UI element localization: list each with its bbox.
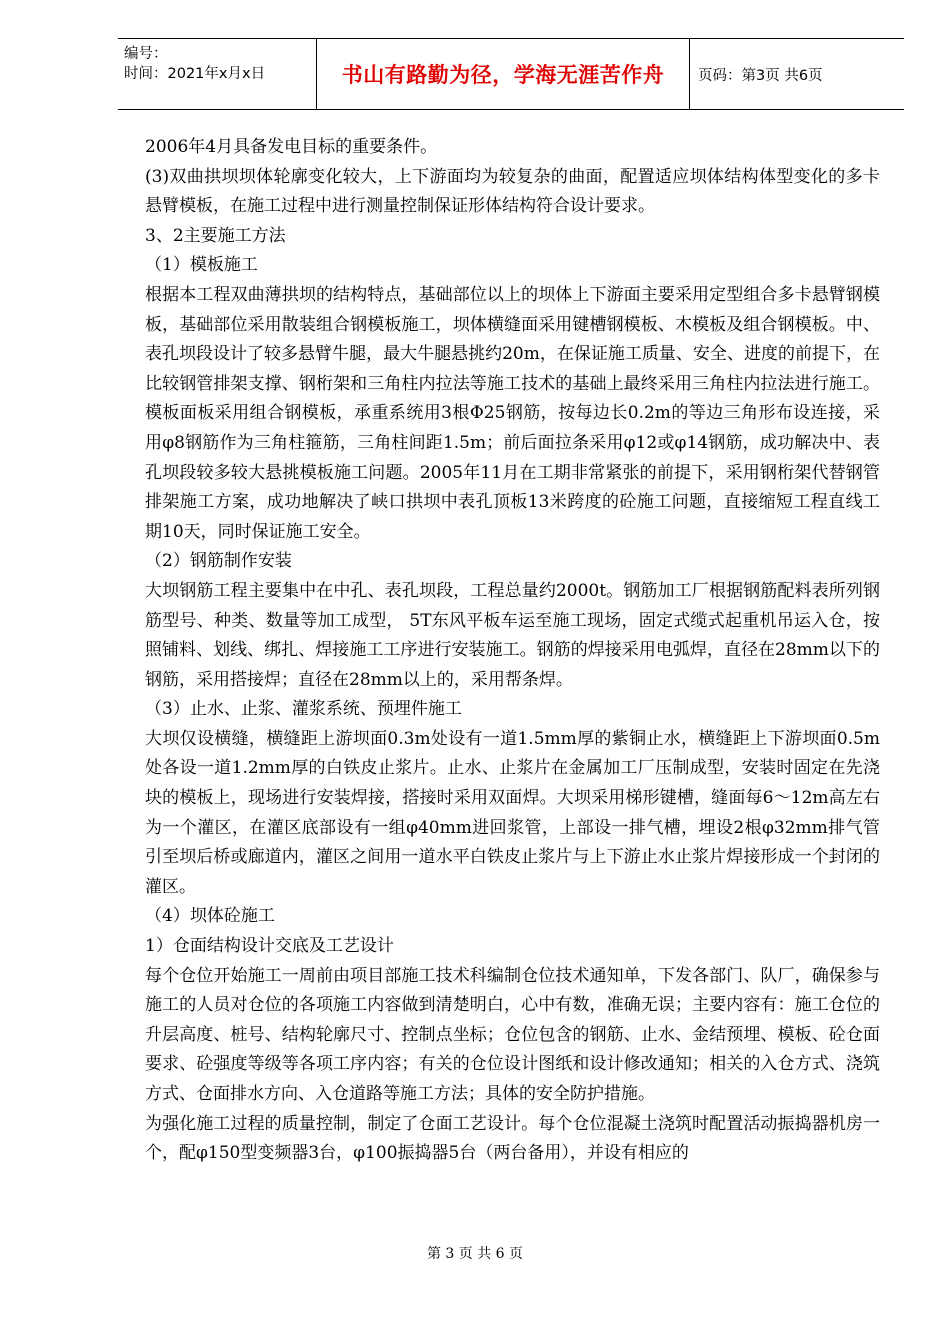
- subsection-heading-rebar: （2）钢筋制作安装: [145, 551, 292, 572]
- section-heading: 3、2主要施工方法: [145, 225, 286, 246]
- subsection-heading-concrete: （4）坝体砼施工: [145, 906, 275, 927]
- code-label: 编号：: [124, 46, 168, 62]
- subsection-heading-formwork: （1）模板施工: [145, 255, 258, 276]
- paragraph-waterstop: 大坝仅设横缝，横缝距上游坝面0.3m处设有一道1.5mm厚的紫铜止水，横缝距上下游坝面0.5m处各设一道1.2mm厚的白铁皮止浆片。止水、止浆片在金属加工厂压制成型，安装时固定在先浇块的模板上，现场进行安装焊接，搭接时采用双面焊。大坝采用梯形键槽，缝面每6～12m高左右为一个灌区，在灌区底部设有一组φ40mm进回浆管，上部设一排气槽，埋设2根φ32mm排气管引至坝后桥或廊道内，灌区之间用一道水平白铁皮止浆片与上下游止水止浆片焊接形成一个封闭的灌区。: [145, 728, 880, 897]
- header-motto: 书山有路勤为径，学海无涯苦作舟: [316, 39, 690, 109]
- page-footer: 第 3 页 共 6 页: [426, 1246, 524, 1262]
- page-header: [118, 38, 904, 110]
- header-page-label: 页码：第3页 共6页: [698, 67, 823, 84]
- subsection-heading-waterstop: （3）止水、止浆、灌浆系统、预埋件施工: [145, 699, 462, 720]
- header-meta: [118, 39, 316, 109]
- time-label: 时间：2021年x月x日: [124, 66, 266, 82]
- paragraph-rebar: 大坝钢筋工程主要集中在中孔、表孔坝段，工程总量约2000t。钢筋加工厂根据钢筋配料表所列钢筋型号、种类、数量等加工成型， 5T东风平板车运至施工现场，固定式缆式起重机吊运入仓，按照铺料、划线、绑扎、焊接施工工序进行安装施工。钢筋的焊接采用电弧焊，直径在28mm以下的钢筋，采用搭接焊；直径在28mm以上的，采用帮条焊。: [145, 580, 880, 690]
- document-body: [145, 133, 880, 1169]
- paragraph-technical-notice: 每个仓位开始施工一周前由项目部施工技术科编制仓位技术通知单，下发各部门、队厂，确保参与施工的人员对仓位的各项施工内容做到清楚明白，心中有数，准确无误；主要内容有：施工仓位的升层高度、桩号、结构轮廓尺寸、控制点坐标；仓位包含的钢筋、止水、金结预埋、模板、砼仓面要求、砼强度等级等各项工序内容；有关的仓位设计图纸和设计修改通知；相关的入仓方式、浇筑方式、仓面排水方向、入仓道路等施工方法；具体的安全防护措施。: [145, 965, 880, 1104]
- paragraph-2: (3)双曲拱坝坝体轮廓变化较大，上下游面均为较复杂的曲面，配置适应坝体结构体型变化的多卡悬臂模板，在施工过程中进行测量控制保证形体结构符合设计要求。: [145, 166, 880, 217]
- paragraph-process-design: 为强化施工过程的质量控制，制定了仓面工艺设计。每个仓位混凝土浇筑时配置活动振捣器机房一个，配φ150型变频器3台，φ100振捣器5台（两台备用），并设有相应的: [145, 1113, 880, 1164]
- sub-item-heading: 1）仓面结构设计交底及工艺设计: [145, 936, 394, 957]
- paragraph-1: 2006年4月具备发电目标的重要条件。: [145, 137, 438, 157]
- paragraph-formwork: 根据本工程双曲薄拱坝的结构特点，基础部位以上的坝体上下游面主要采用定型组合多卡悬臂钢模板，基础部位采用散装组合钢模板施工，坝体横缝面采用键槽钢模板、木模板及组合钢模板。中、表孔坝段设计了较多悬臂牛腿，最大牛腿悬挑约20m，在保证施工质量、安全、进度的前提下，在比较钢管排架支撑、钢桁架和三角柱内拉法等施工技术的基础上最终采用三角柱内拉法进行施工。模板面板采用组合钢模板，承重系统用3根Φ25钢筋，按每边长0.2m的等边三角形布设连接，采用φ8钢筋作为三角柱箍筋，三角柱间距1.5m；前后面拉条采用φ12或φ14钢筋，成功解决中、表孔坝段较多较大悬挑模板施工问题。2005年11月在工期非常紧张的前提下，采用钢桁架代替钢管排架施工方案，成功地解决了峡口拱坝中表孔顶板13米跨度的砼施工问题，直接缩短工程直线工期10天，同时保证施工安全。: [145, 284, 880, 542]
